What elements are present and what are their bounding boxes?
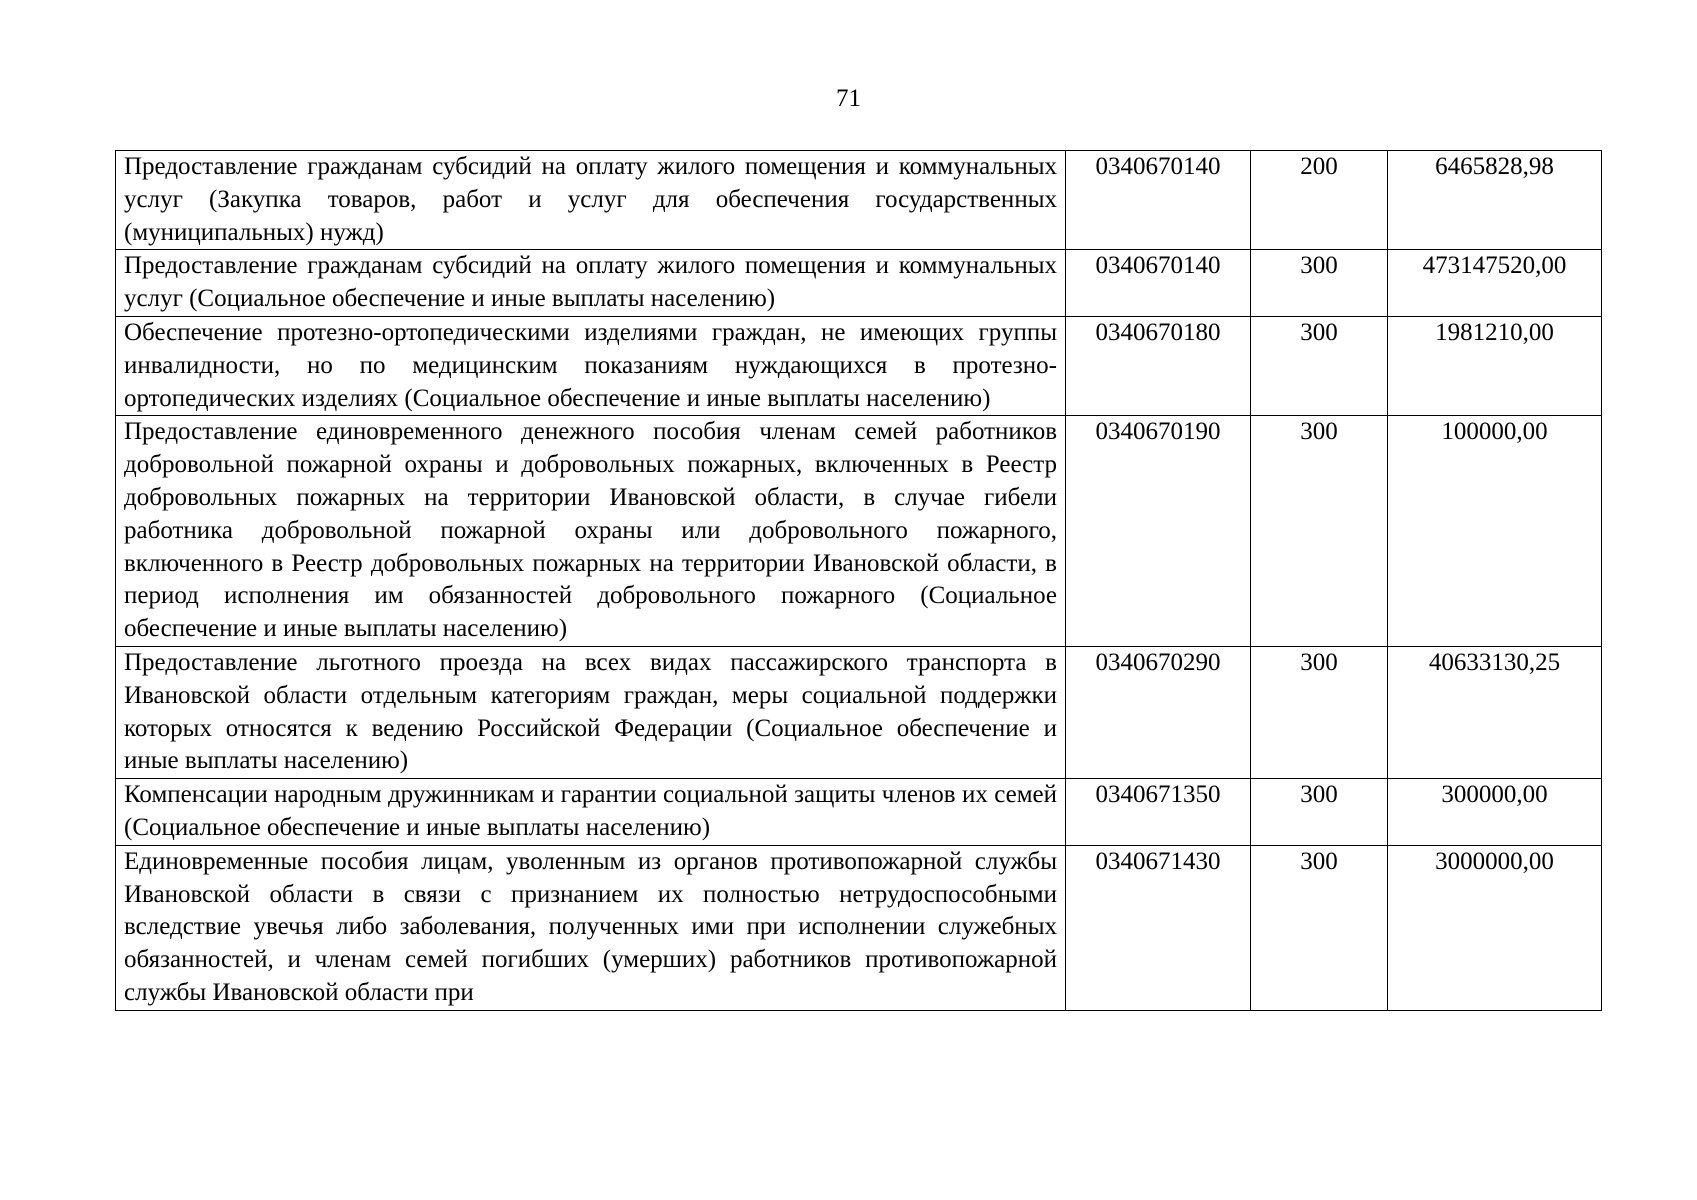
row-description: Предоставление гражданам субсидий на оплату жилого помещения и коммунальных услуг (Закупка товаров, работ и услуг для обеспечения государственных (муниципальных) нужд)	[116, 151, 1066, 250]
row-description: Компенсации народным дружинникам и гарантии социальной защиты членов их семей (Социальное обеспечение и иные выплаты населению)	[116, 779, 1066, 846]
row-amount: 1981210,00	[1388, 316, 1602, 415]
row-expense-type: 200	[1251, 151, 1388, 250]
row-expense-type: 300	[1251, 646, 1388, 778]
row-target-code: 0340670140	[1066, 250, 1251, 317]
row-target-code: 0340670180	[1066, 316, 1251, 415]
row-description: Предоставление единовременного денежного пособия членам семей работников добровольной пожарной охраны и добровольных пожарных, включенных в Реестр добровольных пожарных на территории Ивановской области, в случае гибели работника добровольной пожарной охраны или добровольного пожарного, включенного в Реестр добровольных пожарных на территории Ивановской области, в период исполнения им обязанностей добровольного пожарного (Социальное обеспечение и иные выплаты населению)	[116, 416, 1066, 647]
row-amount: 40633130,25	[1388, 646, 1602, 778]
row-expense-type: 300	[1251, 416, 1388, 647]
row-description: Обеспечение протезно-ортопедическими изделиями граждан, не имеющих группы инвалидности, но по медицинским показаниям нуждающихся в протезно-ортопедических изделиях (Социальное обеспечение и иные выплаты населению)	[116, 316, 1066, 415]
table-row	[116, 151, 1602, 250]
budget-table	[115, 150, 1602, 1011]
row-amount: 3000000,00	[1388, 845, 1602, 1010]
table-row	[116, 316, 1602, 415]
table-row	[116, 779, 1602, 846]
row-expense-type: 300	[1251, 250, 1388, 317]
row-amount: 473147520,00	[1388, 250, 1602, 317]
row-target-code: 0340671350	[1066, 779, 1251, 846]
row-target-code: 0340671430	[1066, 845, 1251, 1010]
table-row	[116, 646, 1602, 778]
row-target-code: 0340670190	[1066, 416, 1251, 647]
table-row	[116, 250, 1602, 317]
row-target-code: 0340670140	[1066, 151, 1251, 250]
row-expense-type: 300	[1251, 316, 1388, 415]
row-expense-type: 300	[1251, 779, 1388, 846]
row-description: Предоставление льготного проезда на всех видах пассажирского транспорта в Ивановской области отдельным категориям граждан, меры социальной поддержки которых относятся к ведению Российской Федерации (Социальное обеспечение и иные выплаты населению)	[116, 646, 1066, 778]
table-row	[116, 416, 1602, 647]
row-amount: 300000,00	[1388, 779, 1602, 846]
row-expense-type: 300	[1251, 845, 1388, 1010]
row-target-code: 0340670290	[1066, 646, 1251, 778]
table-row	[116, 845, 1602, 1010]
row-amount: 100000,00	[1388, 416, 1602, 647]
row-amount: 6465828,98	[1388, 151, 1602, 250]
page-number: 71	[836, 85, 861, 112]
row-description: Предоставление гражданам субсидий на оплату жилого помещения и коммунальных услуг (Социальное обеспечение и иные выплаты населению)	[116, 250, 1066, 317]
row-description: Единовременные пособия лицам, уволенным из органов противопожарной службы Ивановской области в связи с признанием их полностью нетрудоспособными вследствие увечья либо заболевания, полученных ими при исполнении служебных обязанностей, и членам семей погибших (умерших) работников противопожарной службы Ивановской области при	[116, 845, 1066, 1010]
